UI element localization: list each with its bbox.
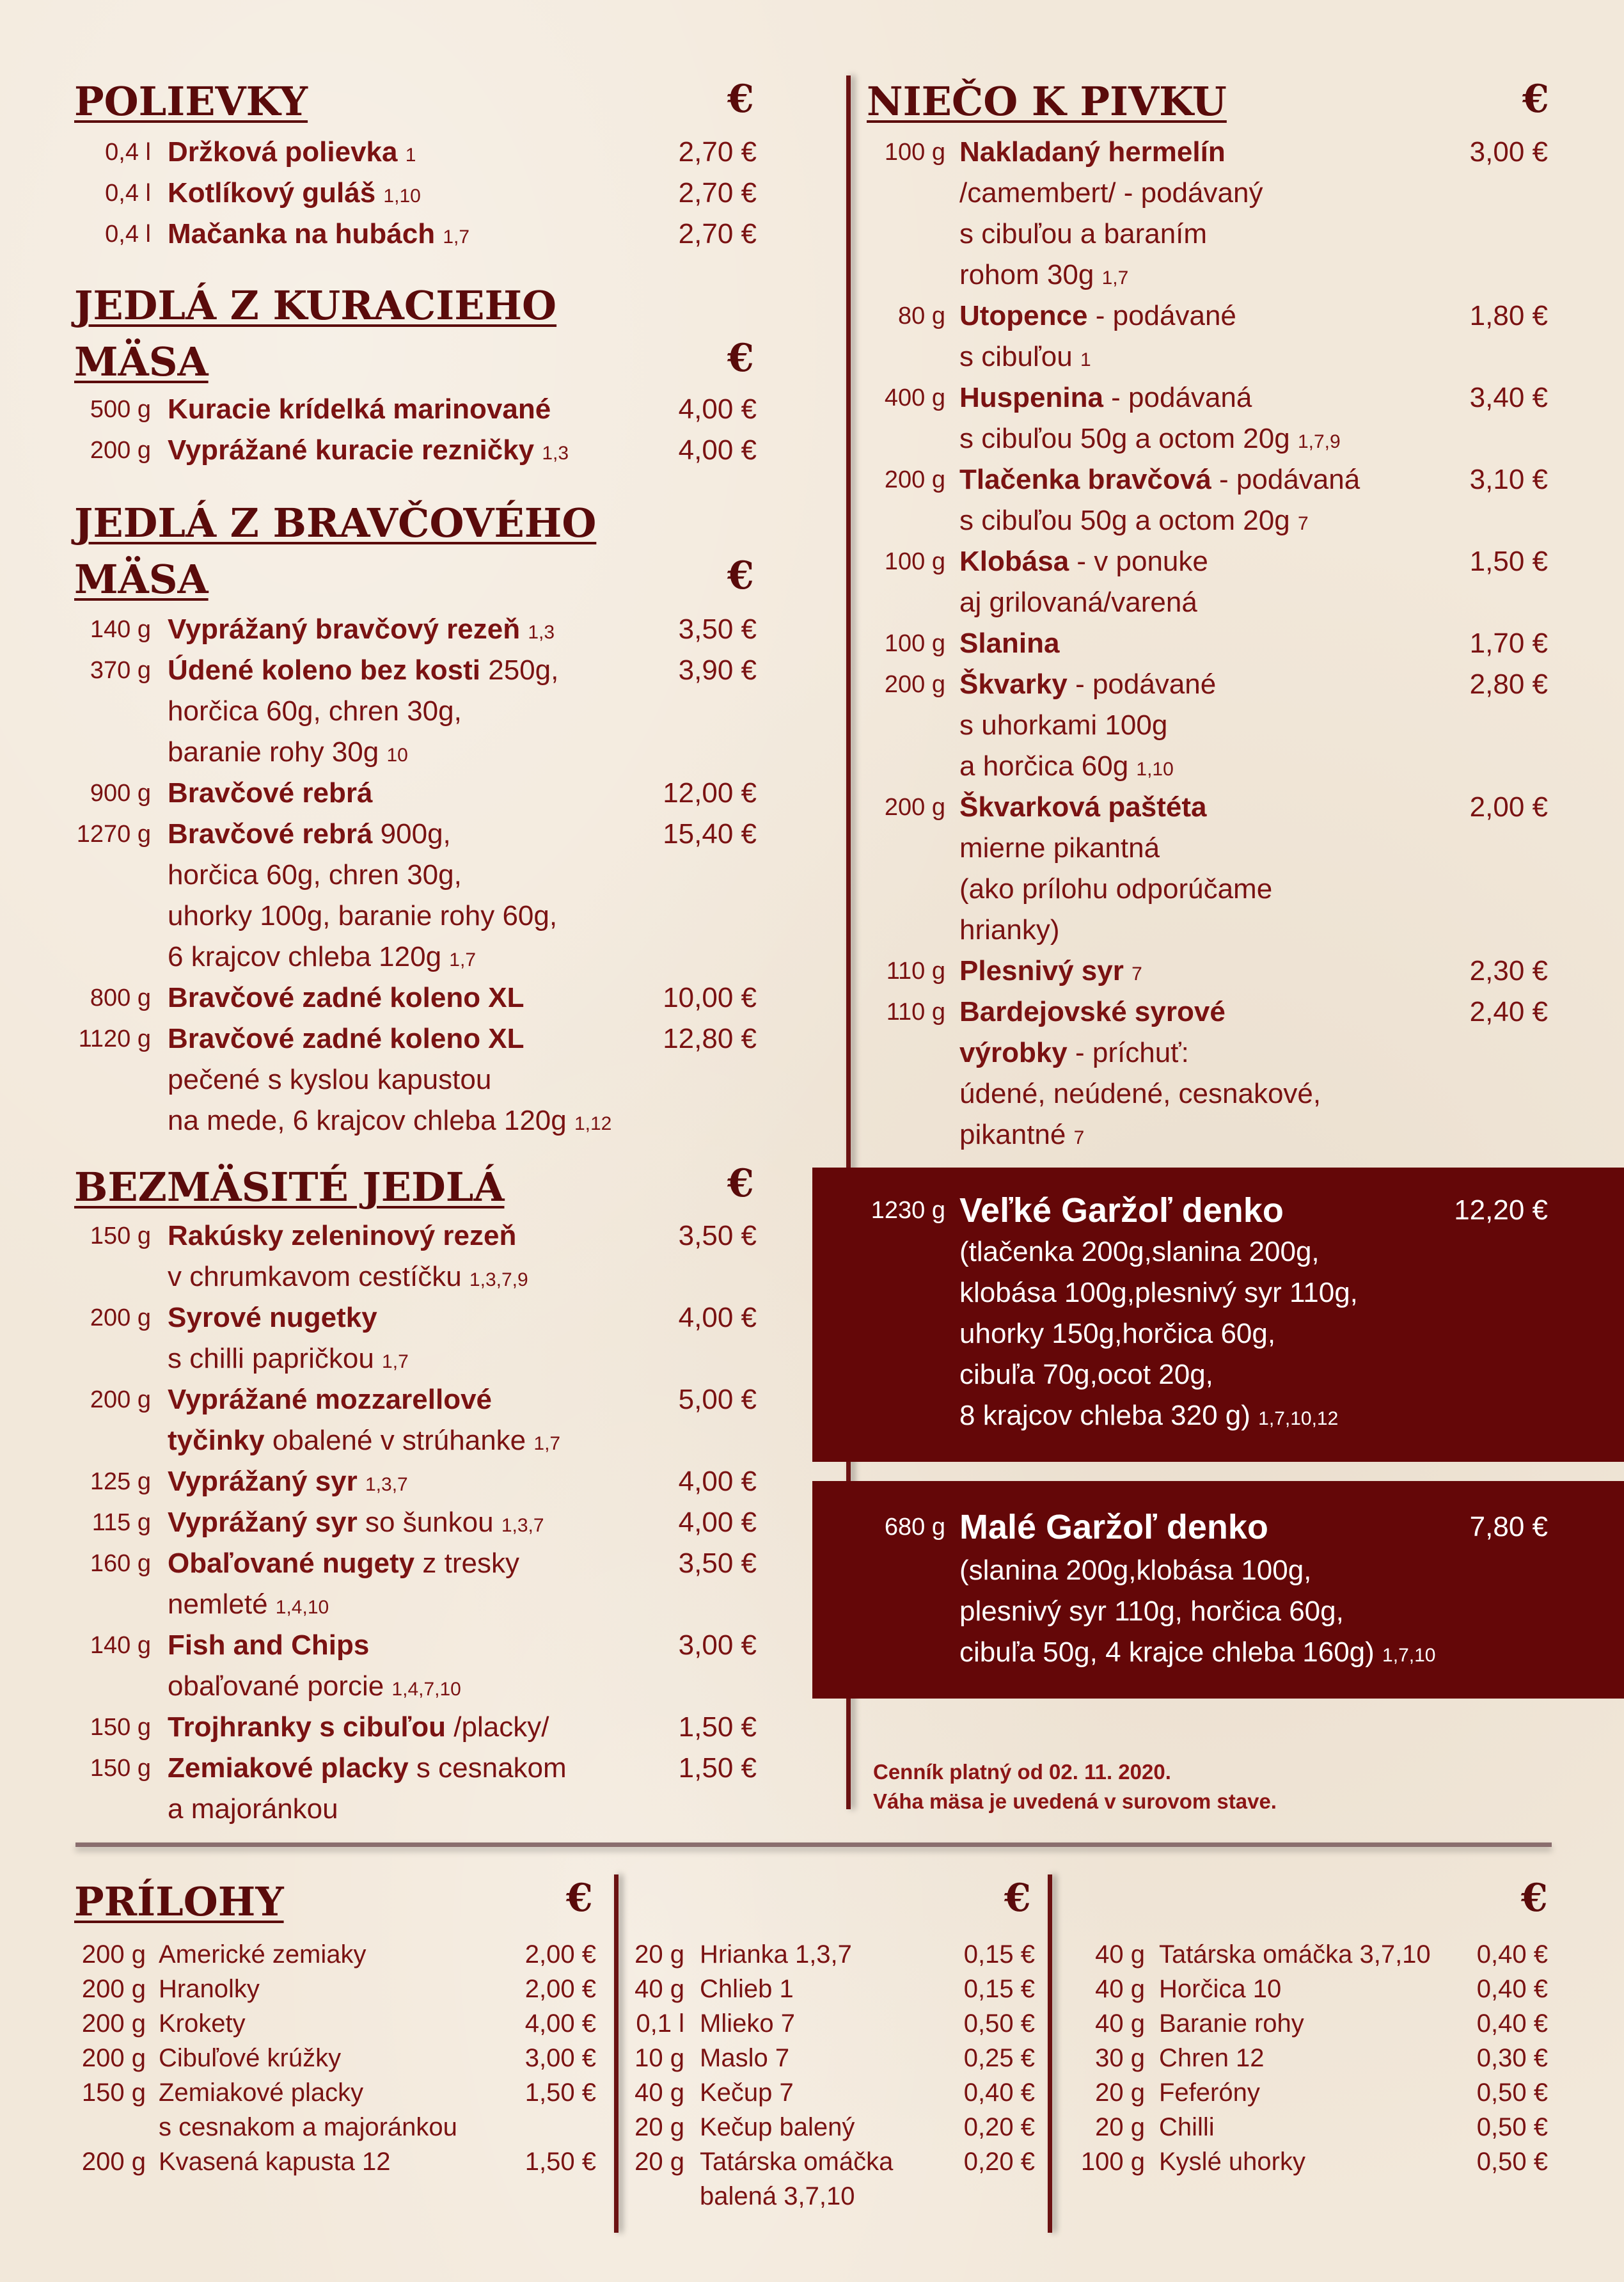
item-weight: 1230 g (871, 1197, 945, 1224)
item-name: Kotlíkový guláš 1,10 (168, 177, 421, 209)
section-title-pork: JEDLÁ Z BRAVČOVÉHO (74, 500, 597, 546)
item-description: tyčinky obalené v strúhanke 1,7 (168, 1425, 561, 1456)
item-price: 2,30 € (1469, 955, 1548, 986)
item-name: Bravčové zadné koleno XL (168, 1023, 524, 1054)
item-description: cibuľa 50g, 4 krajce chleba 160g) 1,7,10 (959, 1636, 1436, 1668)
item-name: Nakladaný hermelín (959, 136, 1226, 168)
item-price: 2,80 € (1469, 669, 1548, 700)
side-weight: 0,1 l (636, 2009, 684, 2038)
side-weight: 40 g (635, 2079, 684, 2107)
item-price: 4,00 € (678, 434, 757, 466)
side-name: Kyslé uhorky (1159, 2148, 1305, 2176)
euro-sign: € (727, 553, 754, 598)
item-name: Rakúsky zeleninový rezeň (168, 1220, 517, 1251)
item-price: 12,00 € (663, 777, 757, 809)
item-price: 12,20 € (1454, 1194, 1548, 1226)
price-valid-note: Cenník platný od 02. 11. 2020. (873, 1760, 1171, 1784)
side-price: 2,00 € (524, 1940, 596, 1969)
euro-sign: € (566, 1876, 593, 1921)
side-price: 0,50 € (1476, 2148, 1548, 2176)
side-weight: 20 g (1095, 2113, 1145, 2141)
item-name: Malé Garžoľ denko (959, 1508, 1268, 1546)
item-description: s cibuľou 1 (959, 341, 1091, 372)
euro-sign: € (727, 1161, 754, 1206)
item-weight: 0,4 l (105, 221, 151, 248)
side-name: Baranie rohy (1159, 2009, 1304, 2038)
side-price: 0,20 € (963, 2113, 1035, 2141)
section-title-beer-snacks: NIEČO K PIVKU (867, 78, 1227, 125)
item-name: Kuracie krídelká marinované (168, 393, 551, 425)
item-weight: 110 g (886, 958, 945, 985)
weight-note: Váha mäsa je uvedená v surovom stave. (873, 1789, 1277, 1813)
side-weight: 200 g (81, 1975, 146, 2003)
item-price: 4,00 € (678, 1507, 757, 1538)
section-title-sides: PRÍLOHY (74, 1878, 284, 1925)
side-name: Zemiakové placky (159, 2079, 364, 2107)
item-description: s cibuľou a baraním (959, 218, 1208, 250)
item-description: na mede, 6 krajcov chleba 120g 1,12 (168, 1105, 612, 1136)
section-title-pork-2: MÄSA (74, 556, 209, 603)
item-name: Mačanka na hubách 1,7 (168, 218, 470, 250)
item-description: rohom 30g 1,7 (959, 259, 1129, 290)
side-name: Kečup balený (700, 2113, 855, 2141)
item-price: 7,80 € (1469, 1511, 1548, 1542)
item-name: Trojhranky s cibuľou /placky/ (168, 1711, 549, 1743)
item-description: aj grilovaná/varená (959, 587, 1197, 618)
side-price: 0,30 € (1476, 2044, 1548, 2072)
item-description: s chilli papričkou 1,7 (168, 1343, 409, 1374)
item-name: Vyprážaný syr 1,3,7 (168, 1466, 408, 1497)
section-title-vegetarian: BEZMÄSITÉ JEDLÁ (74, 1164, 505, 1210)
item-weight: 80 g (898, 303, 945, 329)
item-weight: 125 g (90, 1468, 151, 1495)
item-price: 4,00 € (678, 1302, 757, 1333)
item-weight: 115 g (91, 1509, 151, 1536)
item-price: 2,00 € (1469, 791, 1548, 823)
side-name: Maslo 7 (700, 2044, 790, 2072)
side-name: Hranolky (159, 1975, 260, 2003)
item-price: 3,50 € (678, 1548, 757, 1579)
item-weight: 110 g (886, 999, 945, 1026)
item-description: 6 krajcov chleba 120g 1,7 (168, 941, 477, 972)
item-price: 5,00 € (678, 1384, 757, 1415)
item-name: Údené koleno bez kosti 250g, (168, 654, 559, 686)
item-price: 4,00 € (678, 1466, 757, 1497)
side-name: Chilli (1159, 2113, 1215, 2141)
side-price: 1,50 € (524, 2148, 596, 2176)
item-price: 2,70 € (678, 218, 757, 250)
side-price: 0,15 € (963, 1975, 1035, 2003)
item-price: 3,00 € (678, 1629, 757, 1661)
side-name: Chren 12 (1159, 2044, 1265, 2072)
side-weight: 30 g (1095, 2044, 1145, 2072)
item-name: Škvarky - podávané (959, 669, 1217, 700)
item-name: Plesnivý syr 7 (959, 955, 1142, 986)
side-name: Feferóny (1159, 2079, 1260, 2107)
side-name: Krokety (159, 2009, 246, 2038)
item-price: 2,40 € (1469, 996, 1548, 1027)
item-name: Bravčové zadné koleno XL (168, 982, 524, 1013)
section-title-soups: POLIEVKY (74, 78, 308, 125)
item-name: Vyprážané kuracie rezničky 1,3 (168, 434, 569, 466)
side-weight: 150 g (81, 2079, 146, 2107)
item-weight: 900 g (90, 780, 151, 807)
item-weight: 800 g (90, 985, 151, 1011)
item-name: Tlačenka bravčová - podávaná (959, 464, 1360, 495)
item-price: 3,50 € (678, 614, 757, 645)
item-price: 2,70 € (678, 136, 757, 168)
side-weight: 200 g (81, 2148, 146, 2176)
side-weight: 200 g (81, 2044, 146, 2072)
item-weight: 1270 g (76, 821, 151, 848)
item-name: Syrové nugetky (168, 1302, 377, 1333)
item-description: uhorky 100g, baranie rohy 60g, (168, 900, 558, 931)
item-weight: 100 g (884, 139, 945, 166)
euro-sign: € (727, 77, 754, 122)
item-name: Obaľované nugety z tresky (168, 1548, 519, 1579)
item-weight: 160 g (90, 1550, 151, 1577)
euro-sign: € (1522, 77, 1549, 122)
side-price: 3,00 € (524, 2044, 596, 2072)
side-price: 0,40 € (1476, 2009, 1548, 2038)
item-weight: 200 g (90, 437, 151, 464)
side-weight: 40 g (1095, 1940, 1145, 1969)
euro-sign: € (1004, 1876, 1031, 1921)
side-name: Americké zemiaky (159, 1940, 367, 1969)
item-price: 12,80 € (663, 1023, 757, 1054)
item-weight: 200 g (884, 466, 945, 493)
item-weight: 0,4 l (105, 180, 151, 207)
item-price: 3,40 € (1469, 382, 1548, 413)
side-name: Tatárska omáčka 3,7,10 (1159, 1940, 1431, 1969)
section-title-chicken-2: MÄSA (74, 338, 209, 385)
side-price: 0,40 € (1476, 1975, 1548, 2003)
side-name: Horčica 10 (1159, 1975, 1282, 2003)
side-weight: 20 g (1095, 2079, 1145, 2107)
item-name: Vyprážané mozzarellové (168, 1384, 493, 1415)
side-name: Hrianka 1,3,7 (700, 1940, 852, 1969)
item-name: Vyprážaný bravčový rezeň 1,3 (168, 614, 555, 645)
side-weight: 200 g (81, 2009, 146, 2038)
side-price: 0,40 € (963, 2079, 1035, 2107)
item-price: 1,50 € (1469, 546, 1548, 577)
section-divider (75, 1842, 1552, 1847)
item-description: údené, neúdené, cesnakové, (959, 1078, 1321, 1109)
item-price: 3,00 € (1469, 136, 1548, 168)
item-price: 3,50 € (678, 1220, 757, 1251)
sides-divider-2 (1048, 1874, 1052, 2233)
euro-sign: € (1521, 1876, 1548, 1921)
item-weight: 1120 g (78, 1026, 151, 1052)
item-weight: 140 g (90, 616, 151, 643)
item-description: cibuľa 70g,ocot 20g, (959, 1359, 1213, 1390)
item-price: 15,40 € (663, 818, 757, 850)
item-description: a horčica 60g 1,10 (959, 750, 1174, 782)
item-price: 3,10 € (1469, 464, 1548, 495)
item-description: s cibuľou 50g a octom 20g 1,7,9 (959, 423, 1341, 454)
item-weight: 680 g (884, 1514, 945, 1541)
item-weight: 150 g (90, 1755, 151, 1782)
item-name: Bravčové rebrá (168, 777, 373, 809)
item-description: a majoránkou (168, 1793, 338, 1825)
side-weight: 10 g (635, 2044, 684, 2072)
item-weight: 100 g (884, 548, 945, 575)
side-name: Kvasená kapusta 12 (159, 2148, 391, 2176)
item-description: plesnivý syr 110g, horčica 60g, (959, 1596, 1344, 1627)
item-weight: 400 g (884, 384, 945, 411)
item-name: Vyprážaný syr so šunkou 1,3,7 (168, 1507, 544, 1538)
item-description: 8 krajcov chleba 320 g) 1,7,10,12 (959, 1400, 1339, 1431)
item-weight: 200 g (90, 1304, 151, 1331)
side-weight: 100 g (1080, 2148, 1145, 2176)
side-name: Mlieko 7 (700, 2009, 795, 2038)
item-name: Škvarková paštéta (959, 791, 1207, 823)
side-weight: 20 g (635, 2113, 684, 2141)
item-description: baranie rohy 30g 10 (168, 736, 408, 768)
euro-sign: € (727, 336, 754, 381)
item-weight: 200 g (884, 794, 945, 821)
side-weight: 20 g (635, 1940, 684, 1969)
item-description: (tlačenka 200g,slanina 200g, (959, 1236, 1320, 1267)
side-price: 1,50 € (524, 2079, 596, 2107)
item-price: 10,00 € (663, 982, 757, 1013)
side-name: balená 3,7,10 (700, 2182, 855, 2210)
side-weight: 40 g (1095, 1975, 1145, 2003)
item-weight: 140 g (90, 1632, 151, 1659)
item-name: Huspenina - podávaná (959, 382, 1252, 413)
side-price: 0,15 € (963, 1940, 1035, 1969)
item-weight: 150 g (90, 1714, 151, 1741)
item-description: s uhorkami 100g (959, 709, 1168, 741)
side-price: 0,40 € (1476, 1940, 1548, 1969)
side-price: 0,50 € (1476, 2079, 1548, 2107)
item-name: Bardejovské syrové (959, 996, 1226, 1027)
item-price: 1,50 € (678, 1711, 757, 1743)
item-description: pikantné 7 (959, 1119, 1085, 1150)
item-description: obaľované porcie 1,4,7,10 (168, 1670, 461, 1702)
item-weight: 500 g (90, 396, 151, 423)
item-name: Veľké Garžoľ denko (959, 1191, 1284, 1230)
section-title-chicken: JEDLÁ Z KURACIEHO (74, 282, 557, 329)
side-weight: 200 g (81, 1940, 146, 1969)
side-weight: 20 g (635, 2148, 684, 2176)
item-name: Držková polievka 1 (168, 136, 416, 168)
item-name: Zemiakové placky s cesnakom (168, 1752, 567, 1784)
side-name: Kečup 7 (700, 2079, 794, 2107)
item-weight: 370 g (90, 657, 151, 684)
item-description: klobása 100g,plesnivý syr 110g, (959, 1277, 1358, 1308)
item-price: 1,70 € (1469, 628, 1548, 659)
item-description: pečené s kyslou kapustou (168, 1064, 492, 1095)
item-weight: 0,4 l (105, 139, 151, 166)
side-price: 4,00 € (524, 2009, 596, 2038)
item-description: horčica 60g, chren 30g, (168, 695, 462, 727)
item-price: 2,70 € (678, 177, 757, 209)
item-weight: 100 g (884, 630, 945, 657)
item-description: horčica 60g, chren 30g, (168, 859, 462, 891)
side-price: 0,50 € (963, 2009, 1035, 2038)
side-price: 0,50 € (1476, 2113, 1548, 2141)
item-description: s cibuľou 50g a octom 20g 7 (959, 505, 1309, 536)
item-name: Slanina (959, 628, 1060, 659)
side-price: 0,20 € (963, 2148, 1035, 2176)
item-price: 4,00 € (678, 393, 757, 425)
item-weight: 150 g (90, 1223, 151, 1249)
item-price: 3,90 € (678, 654, 757, 686)
big-platter-panel (812, 1168, 1624, 1462)
item-weight: 200 g (90, 1386, 151, 1413)
item-name: Fish and Chips (168, 1629, 370, 1661)
item-description: v chrumkavom cestíčku 1,3,7,9 (168, 1261, 528, 1292)
item-price: 1,80 € (1469, 300, 1548, 331)
item-description: mierne pikantná (959, 832, 1160, 864)
item-description: uhorky 150g,horčica 60g, (959, 1318, 1276, 1349)
item-description: hrianky) (959, 914, 1060, 946)
item-description: výrobky - príchuť: (959, 1037, 1189, 1068)
side-weight: 40 g (1095, 2009, 1145, 2038)
item-description: nemleté 1,4,10 (168, 1589, 329, 1620)
item-name: Bravčové rebrá 900g, (168, 818, 451, 850)
item-name: Klobása - v ponuke (959, 546, 1208, 577)
side-name: Chlieb 1 (700, 1975, 794, 2003)
item-description: /camembert/ - podávaný (959, 177, 1263, 209)
side-name: Cibuľové krúžky (159, 2044, 342, 2072)
side-price: 2,00 € (524, 1975, 596, 2003)
item-name: Utopence - podávané (959, 300, 1236, 331)
side-price: 0,25 € (963, 2044, 1035, 2072)
small-platter-panel (812, 1481, 1624, 1699)
item-price: 1,50 € (678, 1752, 757, 1784)
side-name: Tatárska omáčka (700, 2148, 894, 2176)
item-description: (slanina 200g,klobása 100g, (959, 1555, 1312, 1586)
item-description: (ako prílohu odporúčame (959, 873, 1273, 905)
side-weight: 40 g (635, 1975, 684, 2003)
side-name: s cesnakom a majoránkou (159, 2113, 457, 2141)
item-weight: 200 g (884, 671, 945, 698)
